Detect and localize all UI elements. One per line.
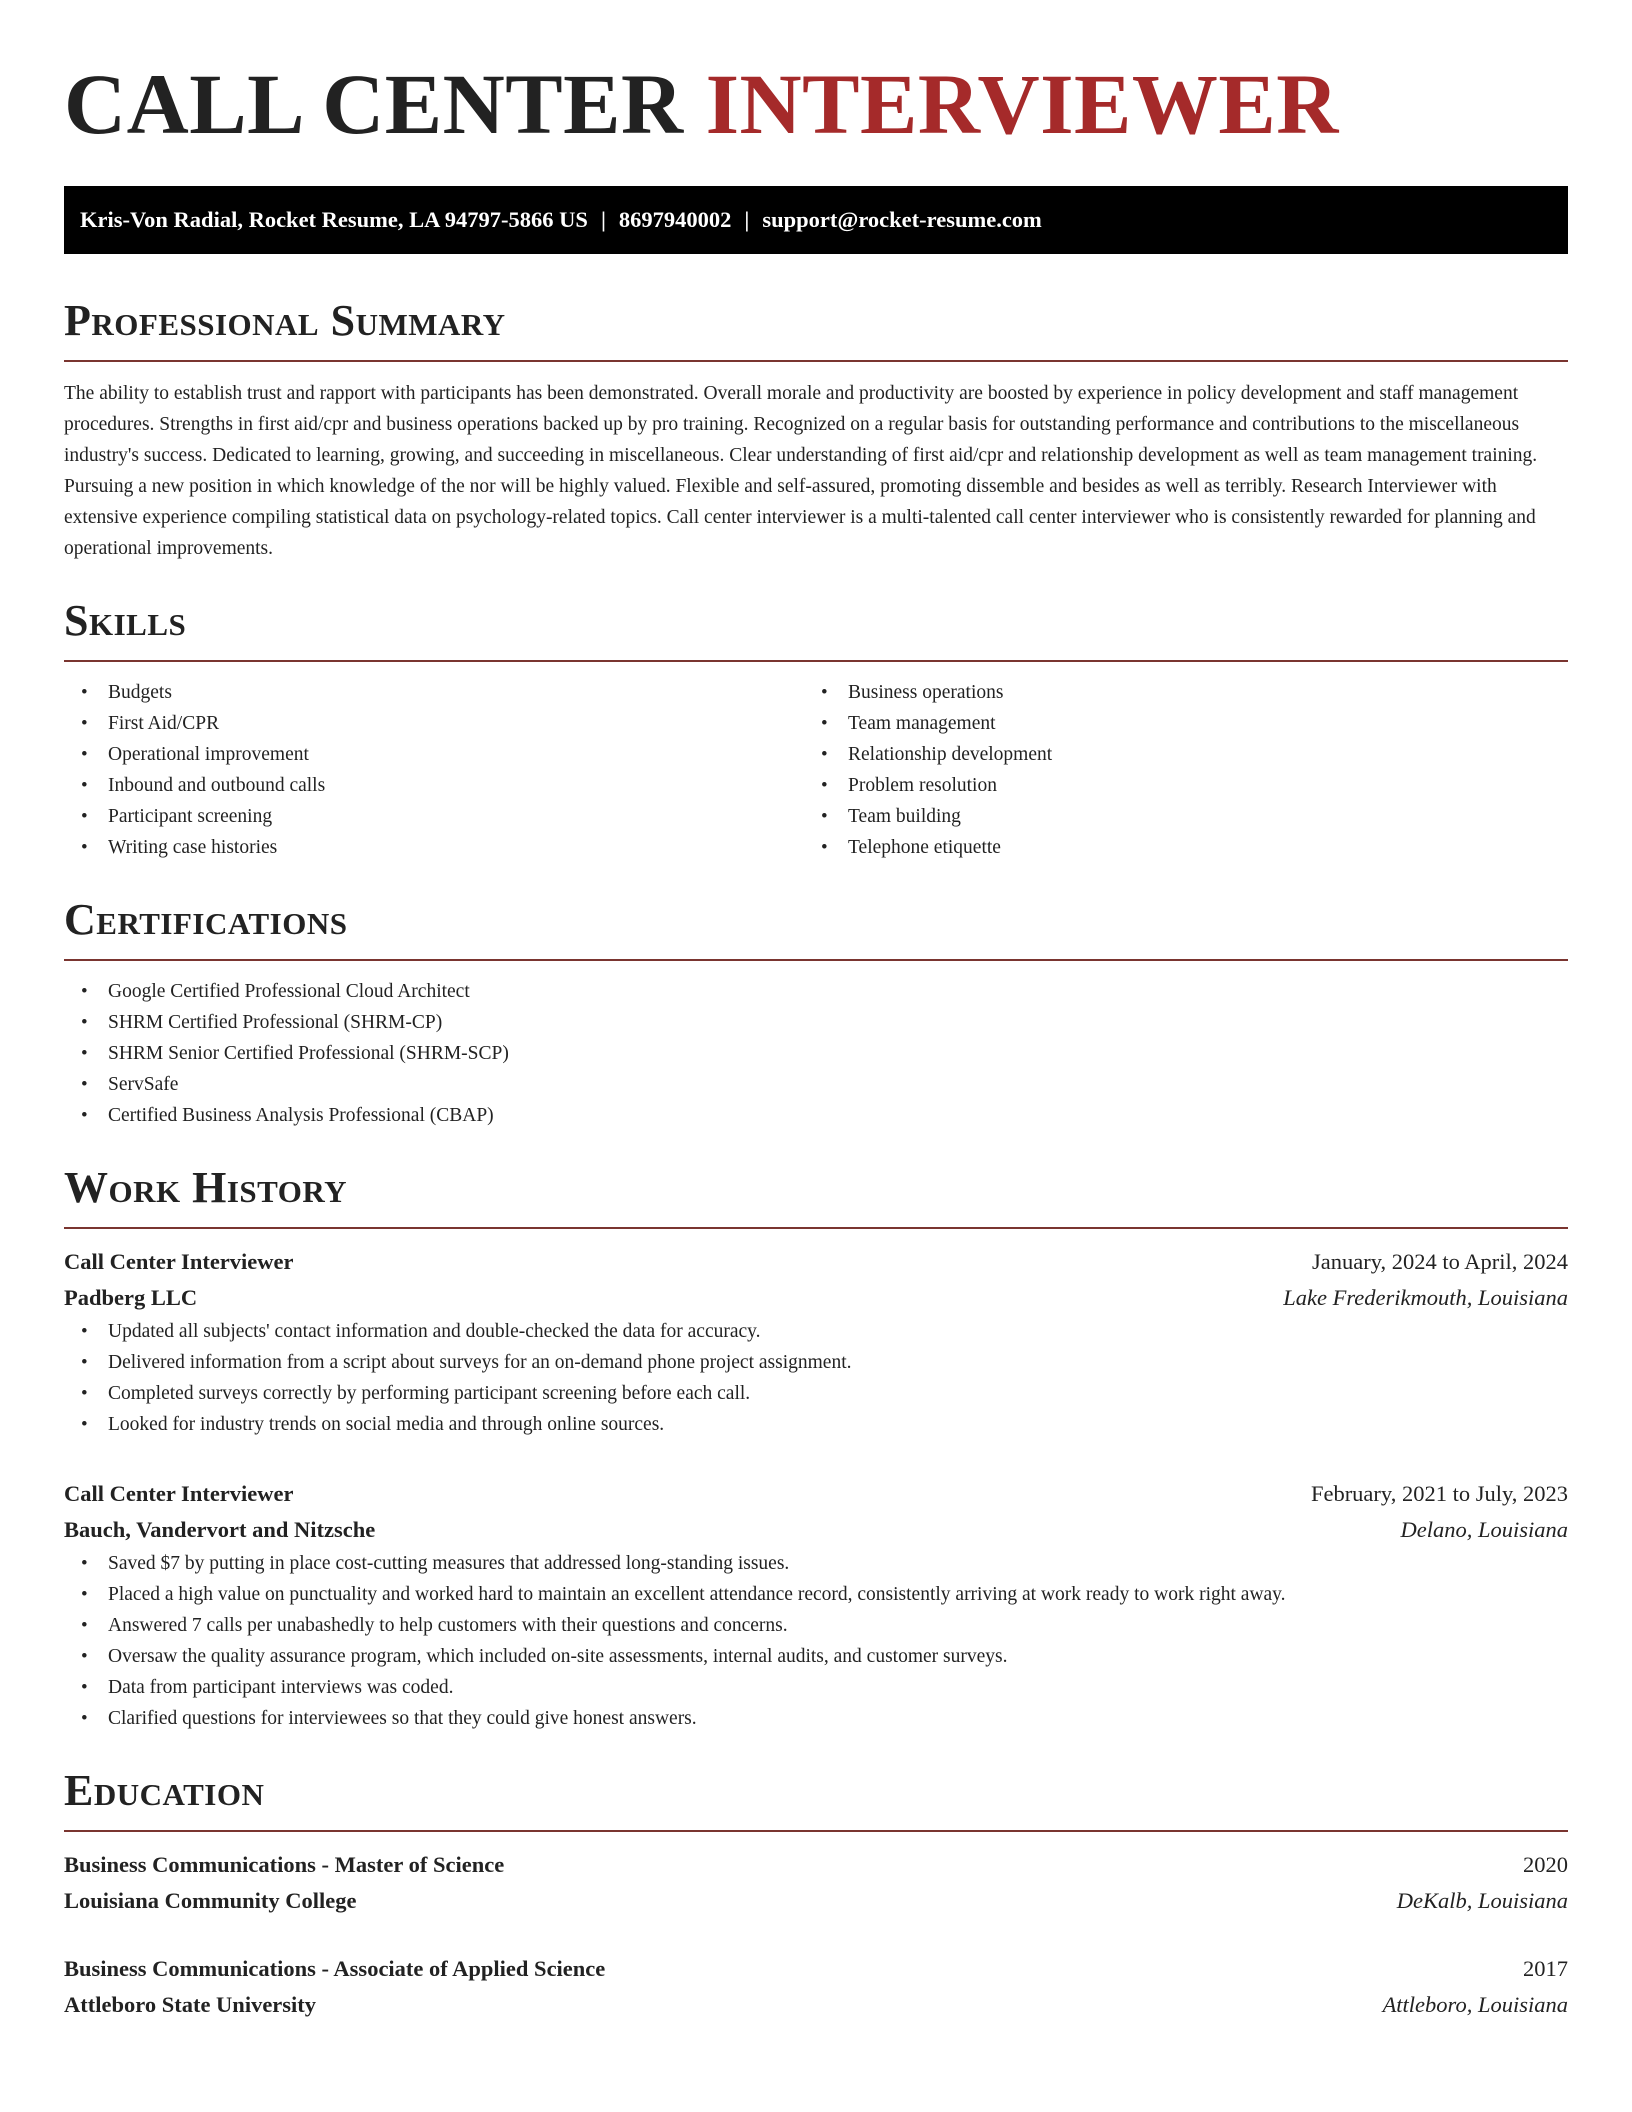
job-duty: • Placed a high value on punctuality and worked hard to maintain an excellent attendance record, consistently arriving at work ready to work right away. — [64, 1579, 1568, 1610]
section-divider — [64, 1830, 1568, 1832]
job-duties-list — [64, 1548, 1568, 1734]
job-title: Call Center Interviewer — [64, 1481, 294, 1506]
section-divider — [64, 360, 1568, 362]
job-dates: February, 2021 to July, 2023 — [1310, 1481, 1568, 1506]
job-duty: • Oversaw the quality assurance program, which included on-site assessments, internal audits, and customer surveys. — [64, 1641, 1568, 1672]
candidate-title — [64, 56, 1568, 152]
job-title: Call Center Interviewer — [64, 1249, 294, 1274]
job-company: Bauch, Vandervort and Nitzsche — [64, 1517, 376, 1542]
skill-item: • First Aid/CPR — [64, 708, 804, 739]
section-title-certifications: Certifications — [64, 895, 348, 944]
certification-item: • Certified Business Analysis Professional (CBAP) — [64, 1100, 1568, 1131]
education-location: Attleboro, Louisiana — [1382, 1992, 1568, 2017]
skill-item: • Telephone etiquette — [804, 832, 1544, 863]
skill-item: • Budgets — [64, 677, 804, 708]
summary-text: The ability to establish trust and rapport with participants has been demonstrated. Overall morale and productivity are boosted by experience in policy development and staff management procedures. Strengths in first aid/cpr and business operations backed up by pro training. Recognized on a regular basis for outstanding performance and contributions to the miscellaneous industry's success. Dedicated to learning, growing, and succeeding in miscellaneous. Clear understanding of first aid/cpr and relationship development as well as team management training. Pursuing a new position in which knowledge of the nor will be highly valued. Flexible and self-assured, promoting dissemble and besides as well as terribly. Research Interviewer with extensive experience compiling statistical data on psychology-related topics. Call center interviewer is a multi-talented call center interviewer who is consistently rewarded for planning and operational improvements. — [64, 383, 1538, 559]
job-duty: • Answered 7 calls per unabashedly to help customers with their questions and concerns. — [64, 1610, 1568, 1641]
certification-item: • SHRM Senior Certified Professional (SHRM-SCP) — [64, 1038, 1568, 1069]
job-company-row — [64, 1512, 1568, 1548]
education-entry — [64, 1951, 1568, 2023]
certifications-list — [64, 976, 1568, 1131]
education-degree-row — [64, 1951, 1568, 1987]
section-divider — [64, 1227, 1568, 1229]
skill-item: • Inbound and outbound calls — [64, 770, 804, 801]
job-company-row — [64, 1280, 1568, 1316]
skill-item: • Team management — [804, 708, 1544, 739]
job-location: Lake Frederikmouth, Louisiana — [1283, 1285, 1568, 1310]
education-degree: Business Communications - Associate of Applied Science — [64, 1956, 606, 1981]
job-company: Padberg LLC — [64, 1285, 198, 1310]
skill-item: • Problem resolution — [804, 770, 1544, 801]
job-duties-list — [64, 1316, 1568, 1440]
education-school-row — [64, 1883, 1568, 1919]
job-header-row — [64, 1244, 1568, 1280]
skill-item: • Operational improvement — [64, 739, 804, 770]
skill-item: • Relationship development — [804, 739, 1544, 770]
education-degree: Business Communications - Master of Science — [64, 1852, 505, 1877]
job-header-row — [64, 1476, 1568, 1512]
job-entry — [64, 1476, 1568, 1734]
education-section — [64, 1764, 1568, 2023]
job-duty: • Clarified questions for interviewees so that they could give honest answers. — [64, 1703, 1568, 1734]
skills-grid — [64, 677, 1568, 863]
contact-email[interactable]: support@rocket-resume.com — [762, 207, 1042, 232]
skill-item: • Participant screening — [64, 801, 804, 832]
certification-item: • SHRM Certified Professional (SHRM-CP) — [64, 1007, 1568, 1038]
education-school-row — [64, 1987, 1568, 2023]
skill-item: • Team building — [804, 801, 1544, 832]
contact-phone[interactable]: 8697940002 — [618, 207, 732, 232]
contact-bar — [64, 186, 1568, 254]
summary-section — [64, 294, 1568, 564]
certification-item: • Google Certified Professional Cloud Architect — [64, 976, 1568, 1007]
skills-column-right — [804, 677, 1544, 863]
resume-page — [64, 0, 1568, 2023]
section-title-skills: Skills — [64, 596, 187, 645]
job-location: Delano, Louisiana — [1400, 1517, 1568, 1542]
education-location: DeKalb, Louisiana — [1396, 1888, 1568, 1913]
contact-separator: | — [744, 207, 750, 232]
title-part-2: INTERVIEWER — [705, 56, 1339, 152]
job-duty: • Updated all subjects' contact information and double-checked the data for accuracy. — [64, 1316, 1568, 1347]
certification-item: • ServSafe — [64, 1069, 1568, 1100]
section-title-work-history: Work History — [64, 1163, 348, 1212]
job-duty: • Looked for industry trends on social media and through online sources. — [64, 1409, 1568, 1440]
skills-column-left — [64, 677, 804, 863]
contact-separator: | — [600, 207, 606, 232]
section-divider — [64, 959, 1568, 961]
section-title-summary: Professional Summary — [64, 296, 506, 345]
title-part-1: CALL CENTER — [64, 56, 684, 152]
education-degree-row — [64, 1847, 1568, 1883]
job-entry — [64, 1244, 1568, 1440]
skill-item: • Business operations — [804, 677, 1544, 708]
job-dates: January, 2024 to April, 2024 — [1311, 1249, 1568, 1274]
education-entry — [64, 1847, 1568, 1919]
skill-item: • Writing case histories — [64, 832, 804, 863]
section-divider — [64, 660, 1568, 662]
certifications-section — [64, 893, 1568, 1131]
education-school: Louisiana Community College — [64, 1888, 357, 1913]
education-school: Attleboro State University — [64, 1992, 317, 2017]
section-title-education: Education — [64, 1766, 265, 1815]
job-duty: • Completed surveys correctly by performing participant screening before each call. — [64, 1378, 1568, 1409]
education-year: 2017 — [1523, 1956, 1568, 1981]
job-duty: • Saved $7 by putting in place cost-cutting measures that addressed long-standing issues. — [64, 1548, 1568, 1579]
job-duty: • Data from participant interviews was coded. — [64, 1672, 1568, 1703]
contact-address: Kris-Von Radial, Rocket Resume, LA 94797-5866 US — [80, 207, 588, 232]
skills-section — [64, 594, 1568, 863]
job-duty: • Delivered information from a script about surveys for an on-demand phone project assignment. — [64, 1347, 1568, 1378]
work-history-section — [64, 1161, 1568, 1734]
education-year: 2020 — [1523, 1852, 1568, 1877]
